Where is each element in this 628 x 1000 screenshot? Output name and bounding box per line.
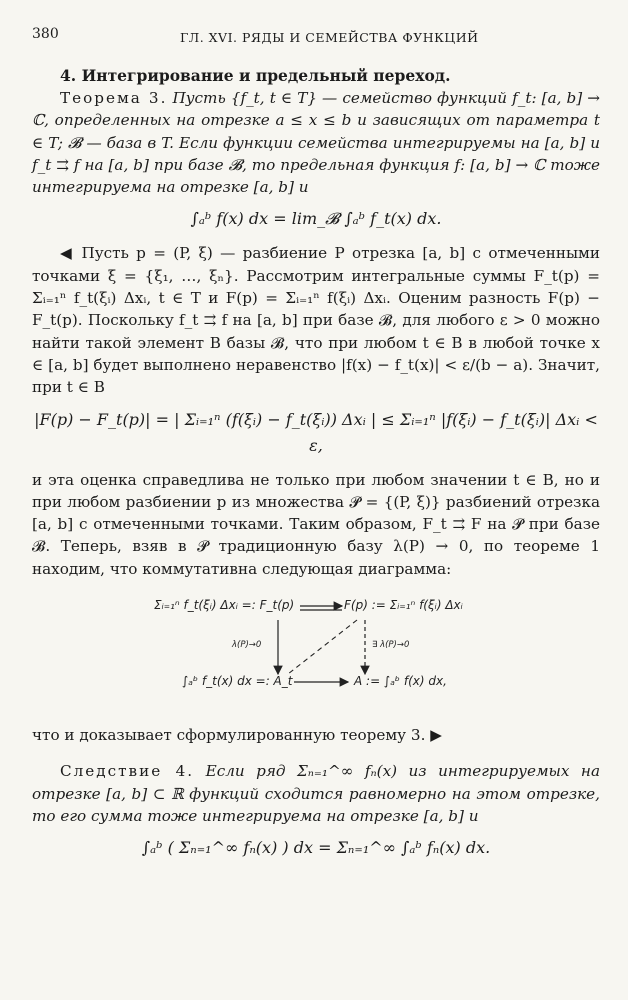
commutative-diagram — [32, 594, 600, 714]
diagram-top-left: Σᵢ₌₁ⁿ f_t(ξᵢ) Δxᵢ =: F_t(p) — [154, 598, 295, 613]
corollary-statement: Если ряд Σₙ₌₁^∞ fₙ(x) из интегрируемых на отрезке [a, b] ⊂ ℝ функций сходится равномерно на этом отрезке, то его сумма тоже интегрируема на отрезке [a, b] и — [32, 762, 600, 825]
diagram-bottom-left: ∫ₐᵇ f_t(x) dx =: A_t — [182, 674, 293, 689]
theorem-formula: ∫ₐᵇ f(x) dx = lim_𝓑 ∫ₐᵇ f_t(x) dx. — [190, 209, 442, 229]
theorem-3 — [32, 87, 600, 198]
diagram-bottom-right: A := ∫ₐᵇ f(x) dx, — [354, 674, 447, 689]
running-head — [32, 22, 600, 50]
diagram-top-right: F(p) := Σᵢ₌₁ⁿ f(ξᵢ) Δxᵢ — [344, 598, 463, 613]
proof-paragraph-3: что и доказывает сформулированную теорему 3. ▶ — [32, 726, 442, 745]
corollary-label: Следствие 4. — [60, 762, 195, 781]
right-arrow-label: ∃ λ(P)→0 — [372, 640, 410, 651]
theorem-label: Теорема 3. — [60, 89, 168, 107]
proof-paragraph-2: и эта оценка справедлива не только при любом значении t ∈ B, но и при любом разбиении p из множества 𝓟 = {(P, ξ)} разбиений отрезка [a, b] с отмеченными точками. Таким образом, F_t ⇉ F на 𝓟 при базе 𝓑. Теперь, взяв в 𝓟 традиционную базу λ(P) → 0, по теореме 1 находим, что коммутативна следующая диаграмма: — [32, 470, 600, 578]
left-arrow-label: λ(P)→0 — [232, 640, 262, 651]
diagonal-dashed-arrow — [288, 620, 357, 674]
page-number: 380 — [32, 26, 59, 42]
proof-paragraph-1: ◀ Пусть p = (P, ξ) — разбиение P отрезка [a, b] с отмеченными точками ξ = {ξ₁, …, ξₙ}. Рассмотрим интегральные суммы F_t(p) = Σᵢ₌₁ⁿ f_t(ξᵢ) Δxᵢ, t ∈ T и F(p) = Σᵢ₌₁ⁿ f(ξᵢ) Δxᵢ. Оценим разность F(p) − F_t(p). Поскольку f_t ⇉ f на [a, b] при базе 𝓑, для любого ε > 0 можно найти такой элемент B базы 𝓑, что при любом t ∈ B в любой точке x ∈ [a, b] будет выполнено неравенство |f(x) − f_t(x)| < ε/(b − a). Значит, при t ∈ B — [32, 244, 600, 397]
chapter-title: ГЛ. XVI. РЯДЫ И СЕМЕЙСТВА ФУНКЦИЙ — [180, 30, 479, 45]
theorem-statement: Пусть {f_t, t ∈ T} — семейство функций f_t: [a, b] → ℂ, определенных на отрезке a ≤ x ≤ b и зависящих от параметра t ∈ T; 𝓑 — база в T. Если функции семейства интегрируемы на [a, b] и f_t ⇉ f на [a, b] при базе 𝓑, то предельная функция f: [a, b] → ℂ тоже интегрируема на отрезке [a, b] и — [32, 89, 600, 197]
corollary-4 — [32, 760, 600, 827]
corollary-formula: ∫ₐᵇ ( Σₙ₌₁^∞ fₙ(x) ) dx = Σₙ₌₁^∞ ∫ₐᵇ fₙ(x) dx. — [141, 838, 491, 858]
estimate-formula: |F(p) − F_t(p)| = | Σᵢ₌₁ⁿ (f(ξᵢ) − f_t(ξᵢ)) Δxᵢ | ≤ Σᵢ₌₁ⁿ |f(ξᵢ) − f_t(ξᵢ)| Δxᵢ < ε, — [34, 409, 598, 455]
diagram-arrows — [32, 594, 600, 714]
section-heading: 4. Интегрирование и предельный переход. — [60, 66, 451, 85]
book-page — [32, 22, 600, 871]
